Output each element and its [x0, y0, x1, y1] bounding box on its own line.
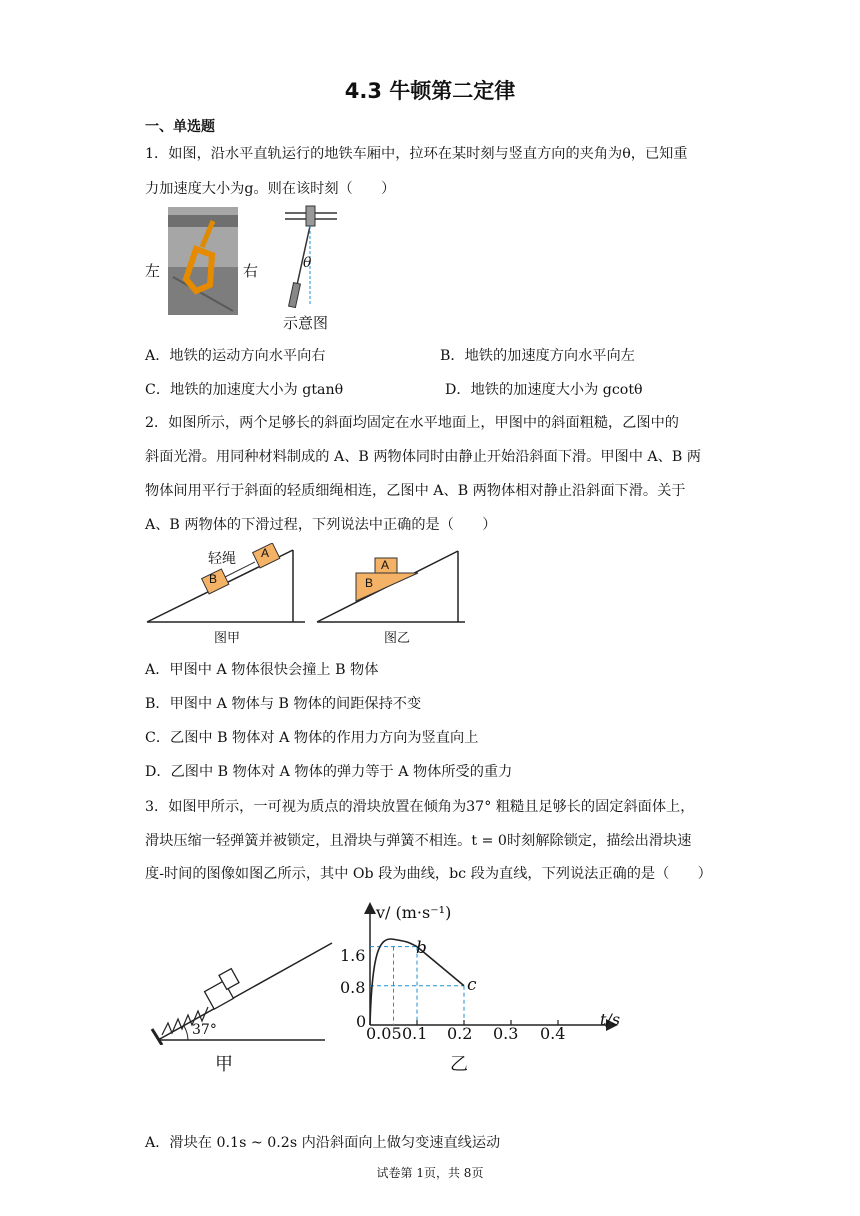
q1-option-a[interactable]: A．地铁的运动方向水平向右 [145, 348, 326, 364]
q2-stem-line2: 斜面光滑。用同种材料制成的 A、B 两物体同时由静止开始沿斜面下滑。甲图中 A、B 两 [145, 449, 701, 465]
q2-option-b[interactable]: B．甲图中 A 物体与 B 物体的间距保持不变 [145, 696, 422, 712]
q3-option-a[interactable]: A．滑块在 0.1s ~ 0.2s 内沿斜面向上做匀变速直线运动 [145, 1135, 501, 1151]
q2-option-d[interactable]: D．乙图中 B 物体对 A 物体的弹力等于 A 物体所受的重力 [145, 764, 513, 780]
page-title: 4.3 牛顿第二定律 [344, 79, 516, 103]
y-tick-0: 0 [356, 1012, 367, 1031]
subway-handle-photo [168, 207, 238, 315]
x-tick-0-05: 0.05 [366, 1024, 402, 1043]
q2-stem-line3: 物体间用平行于斜面的轻质细绳相连，乙图中 A、B 两物体相对静止沿斜面下滑。关于 [145, 483, 686, 499]
x-tick-0-3: 0.3 [493, 1024, 519, 1043]
q2-option-a[interactable]: A．甲图中 A 物体很快会撞上 B 物体 [145, 662, 379, 678]
graph-x-label: t/s [600, 1010, 621, 1029]
section-heading: 一、单选题 [145, 119, 215, 135]
graph-y-label: v/ (m·s⁻¹) [376, 903, 452, 922]
page-footer: 试卷第 1页，共 8页 [376, 1166, 484, 1180]
x-tick-0-1: 0.1 [402, 1024, 428, 1043]
q1-option-b[interactable]: B．地铁的加速度方向水平向左 [440, 348, 635, 364]
q1-figure [145, 205, 345, 335]
q2-stem-line4: A、B 两物体的下滑过程，下列说法中正确的是（ ） [145, 517, 497, 533]
jia-block-a-label: A [261, 546, 270, 560]
fig-yi-caption: 图乙 [384, 631, 411, 646]
yi-block-a-label: A [381, 558, 390, 572]
rope-label: 轻绳 [208, 551, 236, 567]
q1-stem-line1: 1．如图，沿水平直轨运行的地铁车厢中，拉环在某时刻与竖直方向的夹角为θ，已知重 [145, 146, 688, 162]
q3-stem-line2: 滑块压缩一轻弹簧并被锁定，且滑块与弹簧不相连。t = 0时刻解除锁定，描绘出滑块速 [145, 833, 692, 849]
fig-jia-caption: 图甲 [214, 631, 241, 646]
y-tick-0-8: 0.8 [340, 978, 366, 997]
q1-fig-right-label: 右 [243, 262, 259, 280]
q2-option-c[interactable]: C．乙图中 B 物体对 A 物体的作用力方向为竖直向上 [145, 730, 479, 746]
q2-figure [145, 543, 475, 646]
q1-option-d[interactable]: D．地铁的加速度大小为 gcotθ [445, 382, 643, 398]
theta-label: θ [303, 255, 312, 271]
q3-stem-line1: 3．如图甲所示，一可视为质点的滑块放置在倾角为37° 粗糙且足够长的固定斜面体上， [145, 799, 695, 815]
q3-stem-line3: 度-时间的图像如图乙所示，其中 Ob 段为曲线，bc 段为直线，下列说法正确的是（ ） [145, 866, 712, 882]
point-c-label: c [467, 975, 477, 995]
q1-option-c[interactable]: C．地铁的加速度大小为 gtanθ [145, 382, 344, 398]
x-tick-0-2: 0.2 [447, 1024, 473, 1043]
jia-block-b-label: B [209, 572, 218, 586]
y-tick-1-6: 1.6 [340, 946, 366, 965]
handle-schematic [285, 205, 345, 313]
x-tick-0-4: 0.4 [540, 1024, 566, 1043]
fig-yi-label: 乙 [450, 1054, 468, 1075]
point-b-label: b [416, 938, 427, 958]
fig-jia-label: 甲 [215, 1054, 233, 1075]
incline-angle-label: 37° [192, 1022, 217, 1038]
q2-stem-line1: 2．如图所示，两个足够长的斜面均固定在水平地面上，甲图中的斜面粗糙，乙图中的 [145, 415, 679, 431]
velocity-time-graph [330, 895, 630, 1045]
q1-fig-left-label: 左 [145, 262, 161, 280]
q1-fig-caption: 示意图 [283, 314, 329, 332]
yi-block-b-label: B [365, 576, 374, 590]
spring-incline-figure [150, 935, 335, 1045]
q1-stem-line2: 力加速度大小为g。则在该时刻（ ） [145, 181, 396, 197]
